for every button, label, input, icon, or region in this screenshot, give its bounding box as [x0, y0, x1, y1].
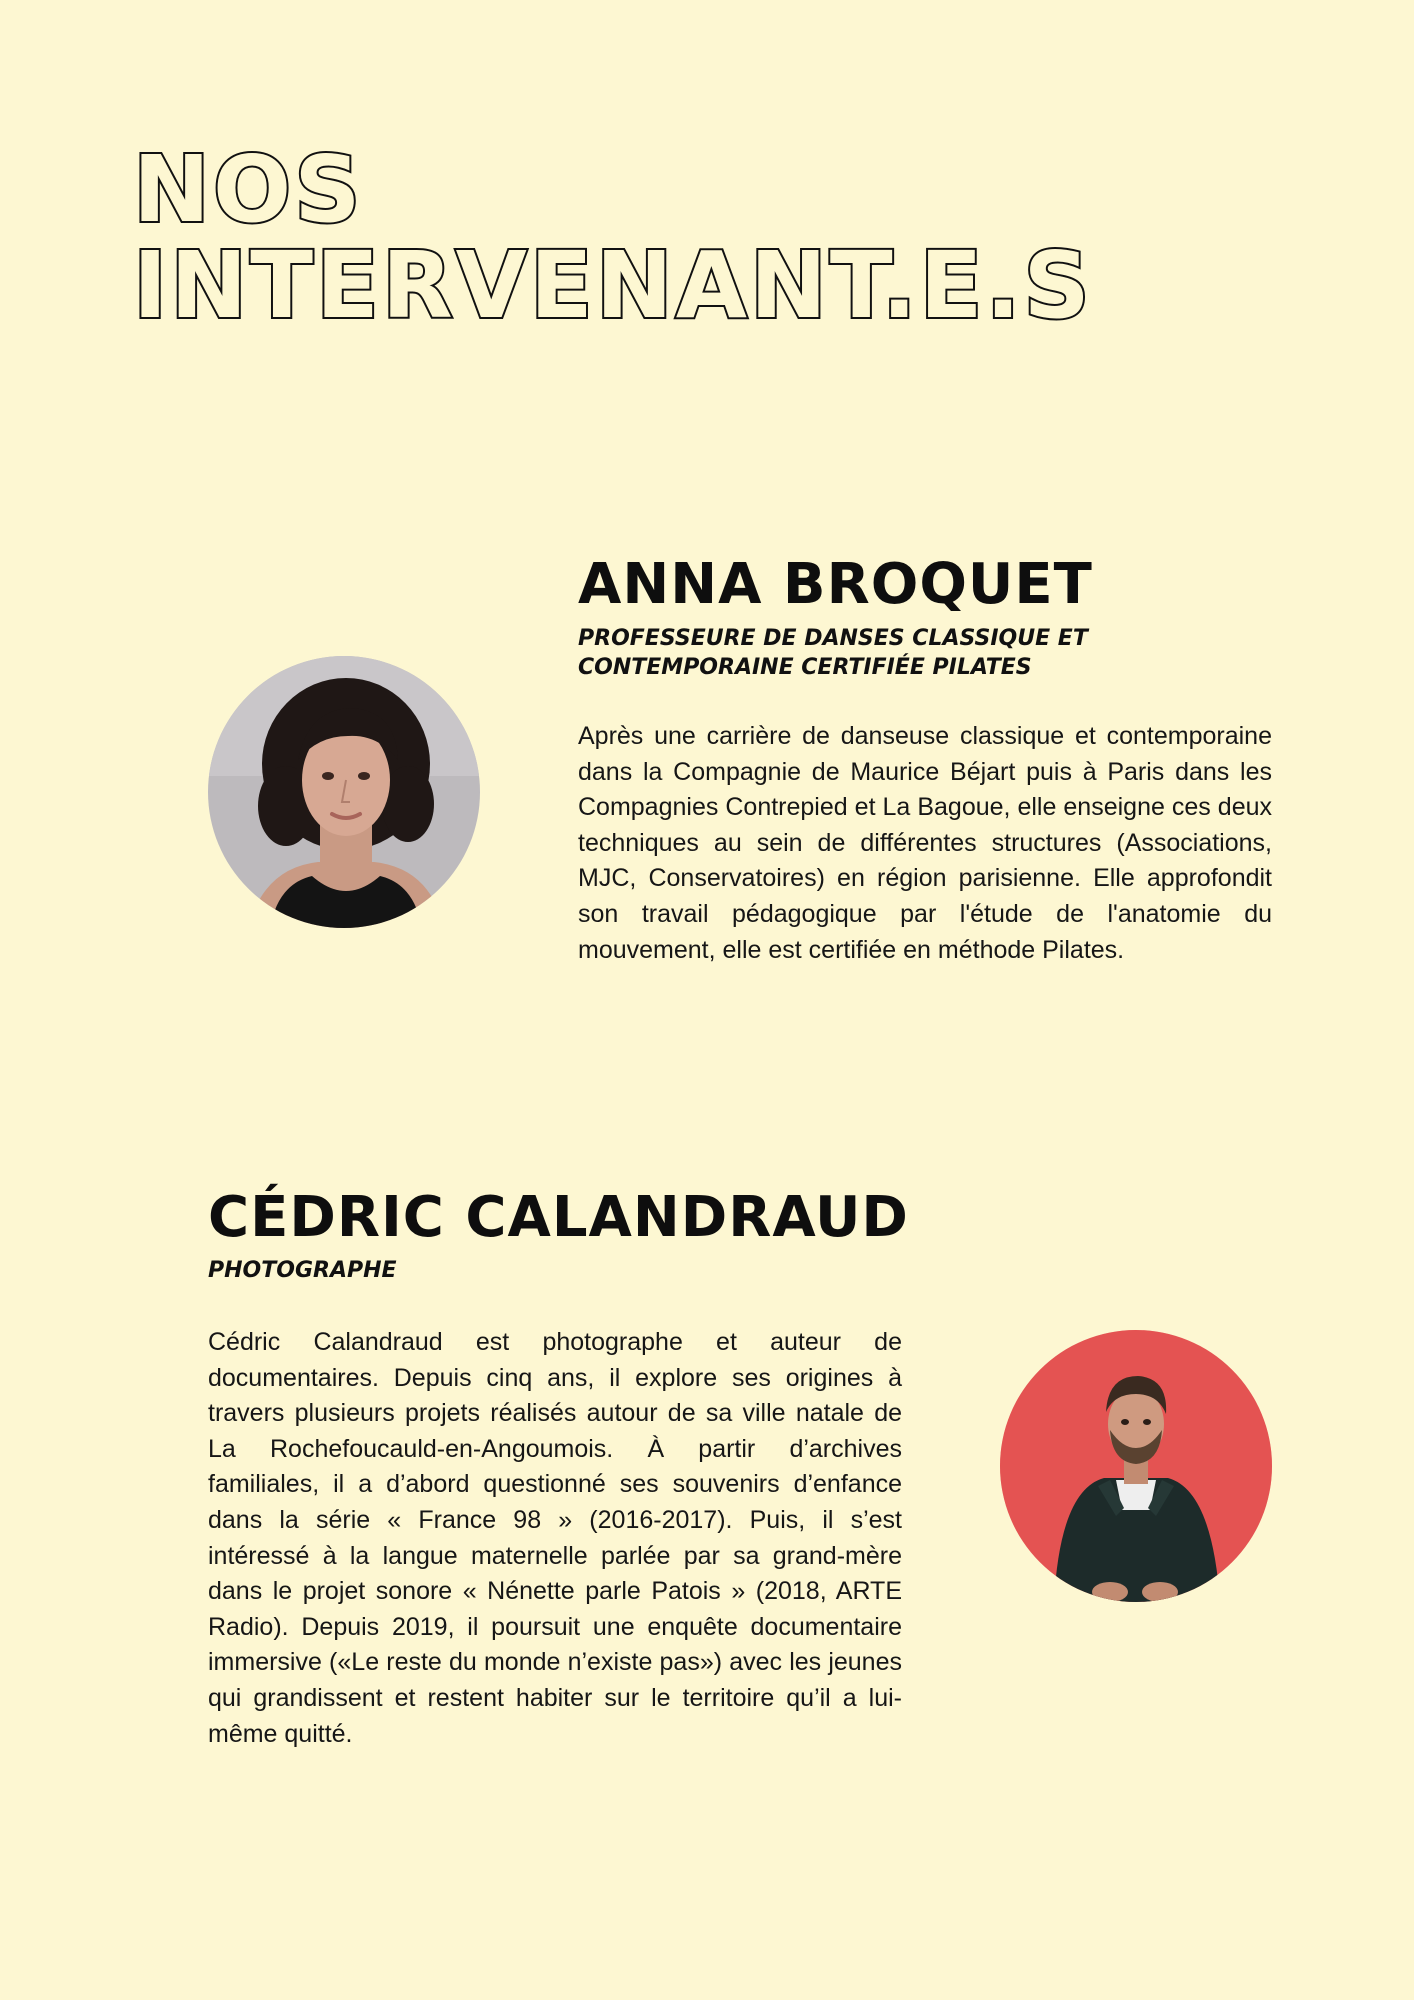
profile-role-line-2: CONTEMPORAINE CERTIFIÉE PILATES	[578, 655, 1032, 680]
portrait-woman-image	[208, 656, 480, 928]
profile-role	[578, 624, 1088, 682]
page-title-line-2: INTERVENANT.E.S	[133, 232, 1093, 339]
profile-bio: Cédric Calandraud est photographe et auteur de documentaires. Depuis cinq ans, il explore ses origines à travers plusieurs projets réalisés autour de sa ville natale de La Rochefoucauld-en-Angoumois. À partir d’archives familiales, il a d’abord questionné ses souvenirs d’enfance dans la série « France 98 » (2016-2017). Puis, il s’est intéressé à la langue maternelle parlée par sa grand-mère dans le projet sonore « Nénette parle Patois » (2018, ARTE Radio). Depuis 2019, il poursuit une enquête documentaire immersive («Le reste du monde n’existe pas») avec les jeunes qui grandissent et restent habiter sur le territoire qu’il a lui-même quitté.	[208, 1328, 902, 1748]
portrait-man-image	[1000, 1330, 1272, 1602]
profile-photo-cedric	[1000, 1330, 1272, 1602]
profile-name: ANNA BROQUET	[578, 552, 1093, 617]
profile-role	[208, 1256, 397, 1285]
profile-bio: Après une carrière de danseuse classique et contemporaine dans la Compagnie de Maurice Béjart puis à Paris dans les Compagnies Contrepied et La Bagoue, elle enseigne ces deux techniques au sein de différentes structures (Associations, MJC, Conservatoires) en région parisienne. Elle approfondit son travail pédagogique par l'étude de l'anatomie du mouvement, elle est certifiée en méthode Pilates.	[578, 722, 1272, 964]
page-title-line-1: NOS	[133, 136, 364, 243]
profile-role-line-1: PHOTOGRAPHE	[208, 1258, 397, 1283]
page-title	[133, 136, 1093, 339]
profile-role-line-1: PROFESSEURE DE DANSES CLASSIQUE ET	[578, 626, 1088, 651]
profile-photo-anna	[208, 656, 480, 928]
profile-name: CÉDRIC CALANDRAUD	[208, 1185, 909, 1250]
